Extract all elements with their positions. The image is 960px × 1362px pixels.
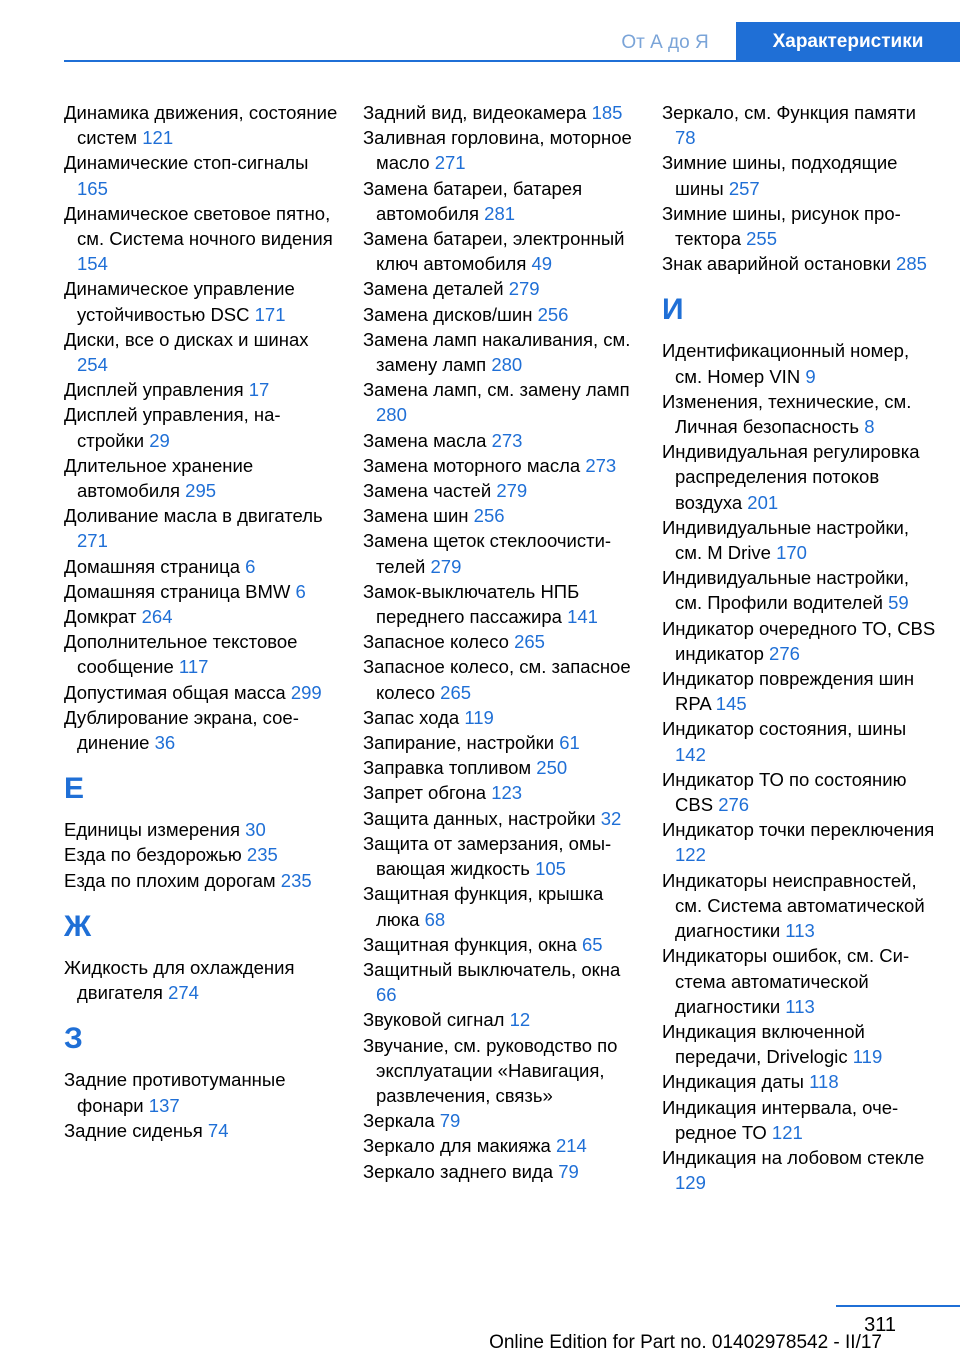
index-entry xyxy=(363,1033,639,1109)
index-entry-text: Замена частей xyxy=(363,480,492,502)
page-reference-link[interactable]: 214 xyxy=(555,1135,587,1157)
index-entry xyxy=(363,276,639,301)
page-reference-link[interactable]: 250 xyxy=(536,757,568,779)
page-reference-link[interactable]: 256 xyxy=(537,303,569,325)
page-reference-link[interactable]: 122 xyxy=(675,844,706,866)
index-letter-heading: И xyxy=(662,293,684,327)
index-entry xyxy=(64,705,340,755)
index-entry xyxy=(363,125,639,175)
page-reference-link[interactable]: 105 xyxy=(535,858,566,880)
index-entry xyxy=(363,705,639,730)
index-entry-text: Дополнительное текстовое сообщение xyxy=(64,631,298,678)
page-reference-link[interactable]: 274 xyxy=(168,982,199,1004)
index-entry-text: Индикация включенной передачи, Drivelogic xyxy=(662,1020,865,1068)
page-reference-link[interactable]: 299 xyxy=(290,681,322,703)
index-entry-text: Индикатор ТО по состоянию CBS xyxy=(662,768,907,816)
index-entry xyxy=(363,528,639,578)
index-entry-text: Домашняя страница BMW xyxy=(64,580,291,602)
page-reference-link[interactable]: 61 xyxy=(559,732,580,754)
index-column-2 xyxy=(363,100,639,1184)
page-reference-link[interactable]: 6 xyxy=(295,580,306,602)
index-entry-text: Зимние шины, рисунок протектора xyxy=(662,202,901,250)
index-entry xyxy=(662,716,938,766)
page-reference-link[interactable]: 276 xyxy=(718,794,750,816)
page-reference-link[interactable]: 74 xyxy=(207,1119,229,1141)
index-entry-text: Индикатор повреждения шин RPA xyxy=(662,668,915,715)
index-entry-text: Индикатор состояния, шины xyxy=(662,718,907,740)
page-reference-link[interactable]: 145 xyxy=(715,693,747,715)
index-entry-text: Изменения, технические, см. Личная безопасность xyxy=(662,390,912,438)
header-rule xyxy=(64,60,960,62)
index-entry-text: Запасное колесо, см. запасное колесо xyxy=(363,656,631,703)
index-entry-text: Динамическое управление устойчивостью DSC xyxy=(64,278,295,325)
index-entry-text: Замена батареи, электронный ключ автомобиля xyxy=(363,228,625,275)
index-entry xyxy=(64,868,340,893)
page-reference-link[interactable]: 78 xyxy=(675,127,696,149)
index-entry xyxy=(662,201,938,251)
page-reference-link[interactable]: 119 xyxy=(852,1046,883,1068)
page-reference-link[interactable]: 280 xyxy=(376,404,407,426)
page-reference-link[interactable]: 154 xyxy=(77,253,108,275)
index-entry-text: Задние сиденья xyxy=(64,1119,203,1141)
index-entry xyxy=(662,100,938,150)
index-entry-text: Индивидуальные настройки, см. Профили водителей xyxy=(662,567,910,614)
index-entry xyxy=(662,389,938,439)
page-reference-link[interactable]: 265 xyxy=(514,631,545,653)
page-reference-link[interactable]: 117 xyxy=(178,656,209,678)
index-entry xyxy=(363,226,639,276)
edition-note: Online Edition for Part no. 01402978542 - II/17 xyxy=(489,1332,882,1353)
page-reference-link[interactable]: 30 xyxy=(245,819,266,841)
index-entry xyxy=(662,868,938,944)
page-reference-link[interactable]: 185 xyxy=(591,102,623,123)
index-entry-text: Индикатор очередного ТО, CBS индикатор xyxy=(662,617,936,664)
index-entry-text: Домкрат xyxy=(64,606,137,628)
index-entry xyxy=(363,780,639,805)
index-entry xyxy=(64,201,340,277)
page-reference-link[interactable]: 17 xyxy=(248,379,270,401)
index-entry xyxy=(662,1145,938,1195)
page-reference-link[interactable]: 119 xyxy=(464,706,494,728)
page-reference-link[interactable]: 165 xyxy=(77,177,108,199)
index-entry-text: Запрет обгона xyxy=(363,782,487,804)
index-entry-text: Защита от замерзания, омывающая жидкость xyxy=(363,832,612,880)
index-entry xyxy=(64,1118,340,1143)
page-reference-link[interactable]: 66 xyxy=(376,984,397,1006)
index-entry-text: Замена моторного масла xyxy=(363,454,581,476)
index-entry xyxy=(662,251,938,276)
index-entry-text: Заливная горловина, моторное масло xyxy=(363,127,632,174)
index-entry xyxy=(662,1069,938,1094)
page-reference-link[interactable]: 279 xyxy=(496,480,528,502)
page-reference-link[interactable]: 279 xyxy=(430,555,462,577)
page-reference-link[interactable]: 271 xyxy=(434,152,466,174)
index-entry-text: Индивидуальная регулировка распределения потоков воздуха xyxy=(662,441,920,513)
index-entry-text: Запасное колесо xyxy=(363,631,509,653)
page-reference-link[interactable]: 129 xyxy=(675,1172,706,1194)
page-reference-link[interactable]: 141 xyxy=(567,606,598,628)
page-reference-link[interactable]: 235 xyxy=(280,869,312,891)
index-entry-text: Идентификационный номер, см. Номер VIN xyxy=(662,340,910,387)
breadcrumb[interactable]: От А до Я xyxy=(621,32,709,53)
index-entry xyxy=(662,1095,938,1145)
page-reference-link[interactable]: 264 xyxy=(141,606,173,628)
index-entry-text: Защитная функция, крышка люка xyxy=(363,883,604,930)
index-entry-text: Индивидуальные настройки, см. M Drive xyxy=(662,516,910,564)
index-entry-text: Замена дисков/шин xyxy=(363,303,533,325)
index-entry-text: Динамическое световое пятно, см. Система ночного видения xyxy=(64,202,333,250)
page-reference-link[interactable]: 113 xyxy=(785,995,815,1017)
page-reference-link[interactable]: 273 xyxy=(491,429,523,451)
index-column-1 xyxy=(64,100,340,1143)
index-entry xyxy=(662,515,938,565)
index-entry-text: Знак аварийной остановки xyxy=(662,253,891,275)
index-column-3 xyxy=(662,100,938,1195)
page-number: 311 xyxy=(864,1314,896,1336)
page-reference-link[interactable]: 8 xyxy=(864,416,875,438)
index-entry xyxy=(363,831,639,881)
index-entry xyxy=(662,943,938,1019)
index-entry xyxy=(64,503,340,553)
page-reference-link[interactable]: 235 xyxy=(246,844,278,866)
index-entry xyxy=(363,1133,639,1158)
index-entry xyxy=(64,453,340,503)
page-reference-link[interactable]: 59 xyxy=(888,592,909,614)
index-entry-text: Диски, все о дисках и шинах xyxy=(64,328,309,350)
page-reference-link[interactable]: 32 xyxy=(600,807,622,829)
index-entry xyxy=(363,100,639,125)
page-reference-link[interactable]: 6 xyxy=(245,555,256,577)
index-entry xyxy=(662,1019,938,1069)
page-reference-link[interactable]: 113 xyxy=(785,920,815,942)
index-entry xyxy=(64,955,340,1005)
page-reference-link[interactable]: 118 xyxy=(809,1071,839,1093)
page-reference-link[interactable]: 273 xyxy=(585,454,617,476)
index-entry-text: Замена ламп накаливания, см. замену ламп xyxy=(363,328,631,376)
section-tab[interactable]: Характеристики xyxy=(736,22,960,62)
index-entry-text: Домашняя страница xyxy=(64,555,241,577)
index-entry-text: Дублирование экрана, соединение xyxy=(64,706,299,754)
index-entry xyxy=(662,817,938,867)
page-reference-link[interactable]: 49 xyxy=(531,253,553,275)
index-letter-heading: З xyxy=(64,1022,83,1056)
index-entry xyxy=(64,150,340,200)
index-entry-text: Индикация даты xyxy=(662,1071,804,1093)
index-entry xyxy=(64,276,340,326)
index-entry-text: Замена батареи, батарея автомобиля xyxy=(363,177,583,224)
page-reference-link[interactable]: 256 xyxy=(473,505,505,527)
page-reference-link[interactable]: 79 xyxy=(558,1160,579,1182)
page-reference-link[interactable]: 9 xyxy=(805,365,816,387)
index-entry xyxy=(363,881,639,931)
index-entry xyxy=(64,842,340,867)
index-entry xyxy=(363,806,639,831)
index-entry-text: Длительное хранение автомобиля xyxy=(64,454,254,502)
index-entry xyxy=(363,579,639,629)
index-entry-text: Дисплей управления xyxy=(64,379,244,401)
index-entry-text: Заправка топливом xyxy=(363,757,532,779)
page-reference-link[interactable]: 12 xyxy=(509,1009,531,1031)
index-entry xyxy=(363,1007,639,1032)
page-reference-link[interactable]: 201 xyxy=(747,491,779,513)
index-entry xyxy=(662,150,938,200)
footer-rule xyxy=(836,1305,960,1307)
index-entry xyxy=(662,565,938,615)
index-entry-text: Замена шин xyxy=(363,505,469,527)
index-letter-heading: Ж xyxy=(64,909,92,943)
index-entry xyxy=(662,338,938,388)
index-entry-text: Зеркало заднего вида xyxy=(363,1160,554,1182)
index-entry xyxy=(363,957,639,1007)
index-entry-text: Доливание масла в двигатель xyxy=(64,505,323,527)
page-reference-link[interactable]: 65 xyxy=(581,933,603,955)
page-reference-link[interactable]: 295 xyxy=(185,480,217,502)
index-entry-text: Звуковой сигнал xyxy=(363,1009,505,1031)
index-entry-text: Жидкость для охлаждения двигателя xyxy=(64,956,295,1004)
index-entry xyxy=(64,579,340,604)
index-entry-text: Индикатор точки переключения xyxy=(662,819,935,841)
index-entry-text: Индикация интервала, очередное ТО xyxy=(662,1096,899,1143)
index-entry-text: Замок-выключатель НПБ переднего пассажира xyxy=(363,580,580,628)
index-entry xyxy=(363,629,639,654)
index-entry xyxy=(363,377,639,427)
index-entry-text: Запас хода xyxy=(363,706,460,728)
index-entry-text: Динамика движения, состояние систем xyxy=(64,102,338,149)
index-entry-text: Единицы измерения xyxy=(64,819,241,841)
index-entry xyxy=(363,1108,639,1133)
index-entry xyxy=(64,554,340,579)
index-entry-text: Динамические стоп-сигналы xyxy=(64,152,309,174)
index-entry-text: Езда по плохим дорогам xyxy=(64,869,276,891)
index-entry xyxy=(64,629,340,679)
index-letter-heading: Е xyxy=(64,772,85,806)
index-entry-text: Замена ламп, см. замену ламп xyxy=(363,379,630,401)
index-entry-text: Зимние шины, подходящие шины xyxy=(662,152,898,199)
page-reference-link[interactable]: 285 xyxy=(896,253,927,275)
index-entry xyxy=(363,478,639,503)
index-entry-text: Индикаторы неисправностей, см. Система автоматической диагностики xyxy=(662,869,925,942)
index-entry-text: Защитная функция, окна xyxy=(363,933,577,955)
index-entry-text: Езда по бездорожью xyxy=(64,844,242,866)
index-entry xyxy=(363,730,639,755)
index-entry xyxy=(363,932,639,957)
page-reference-link[interactable]: 255 xyxy=(746,228,778,250)
index-entry-text: Допустимая общая масса xyxy=(64,681,286,703)
index-entry-text: Индикаторы ошибок, см. Система автоматической диагностики xyxy=(662,945,910,1017)
page-reference-link[interactable]: 79 xyxy=(439,1110,461,1132)
index-entry-text: Задние противотуманные фонари xyxy=(64,1069,286,1116)
index-entry xyxy=(64,377,340,402)
page-reference-link[interactable]: 170 xyxy=(776,542,807,564)
index-entry-text: Звучание, см. руководство по эксплуатации «Навигация, развлечения, связь» xyxy=(363,1034,618,1106)
page-reference-link[interactable]: 254 xyxy=(77,354,108,376)
index-entry-text: Запирание, настройки xyxy=(363,732,555,754)
index-entry xyxy=(363,428,639,453)
index-entry xyxy=(64,604,340,629)
index-entry-text: Зеркало для макияжа xyxy=(363,1135,551,1157)
index-entry xyxy=(363,327,639,377)
index-entry xyxy=(363,1159,639,1184)
page-reference-link[interactable]: 271 xyxy=(77,530,108,552)
page-reference-link[interactable]: 123 xyxy=(491,782,523,804)
page-reference-link[interactable]: 276 xyxy=(769,642,800,664)
index-entry xyxy=(64,402,340,452)
index-entry xyxy=(64,817,340,842)
page-reference-link[interactable]: 137 xyxy=(148,1094,180,1116)
index-entry xyxy=(64,1067,340,1117)
page-reference-link[interactable]: 281 xyxy=(484,202,516,224)
index-entry-text: Защитный выключатель, окна xyxy=(363,958,621,980)
index-entry xyxy=(662,616,938,666)
index-entry xyxy=(662,767,938,817)
index-entry xyxy=(363,176,639,226)
page-reference-link[interactable]: 121 xyxy=(771,1121,803,1143)
page-reference-link[interactable]: 29 xyxy=(149,429,170,451)
page-reference-link[interactable]: 257 xyxy=(728,177,760,199)
page-header xyxy=(0,0,960,64)
index-entry-text: Замена деталей xyxy=(363,278,504,300)
index-entry xyxy=(363,755,639,780)
index-entry xyxy=(363,453,639,478)
index-entry-text: Защита данных, настройки xyxy=(363,807,596,829)
page-reference-link[interactable]: 142 xyxy=(675,743,706,765)
index-entry-text: Замена масла xyxy=(363,429,487,451)
index-entry xyxy=(363,654,639,704)
index-entry xyxy=(662,666,938,716)
page-reference-link[interactable]: 68 xyxy=(424,908,446,930)
index-entry xyxy=(64,327,340,377)
page-reference-link[interactable]: 279 xyxy=(508,278,540,300)
page-reference-link[interactable]: 265 xyxy=(440,681,472,703)
index-entry-text: Задний вид, видеокамера xyxy=(363,102,587,123)
page-reference-link[interactable]: 36 xyxy=(154,732,176,754)
index-entry-text: Зеркала xyxy=(363,1110,435,1132)
index-entry xyxy=(363,302,639,327)
page-reference-link[interactable]: 280 xyxy=(491,354,523,376)
index-entry xyxy=(64,680,340,705)
page-reference-link[interactable]: 121 xyxy=(142,127,174,149)
index-entry xyxy=(662,439,938,515)
page-reference-link[interactable]: 171 xyxy=(254,303,286,325)
index-entry-text: Индикация на лобовом стекле xyxy=(662,1146,925,1168)
index-entry-text: Замена щеток стеклоочистителей xyxy=(363,530,612,577)
index-entry xyxy=(64,100,340,150)
index-entry-text: Дисплей управления, настройки xyxy=(64,404,281,451)
index-entry xyxy=(363,503,639,528)
index-entry-text: Зеркало, см. Функция памяти xyxy=(662,102,916,123)
